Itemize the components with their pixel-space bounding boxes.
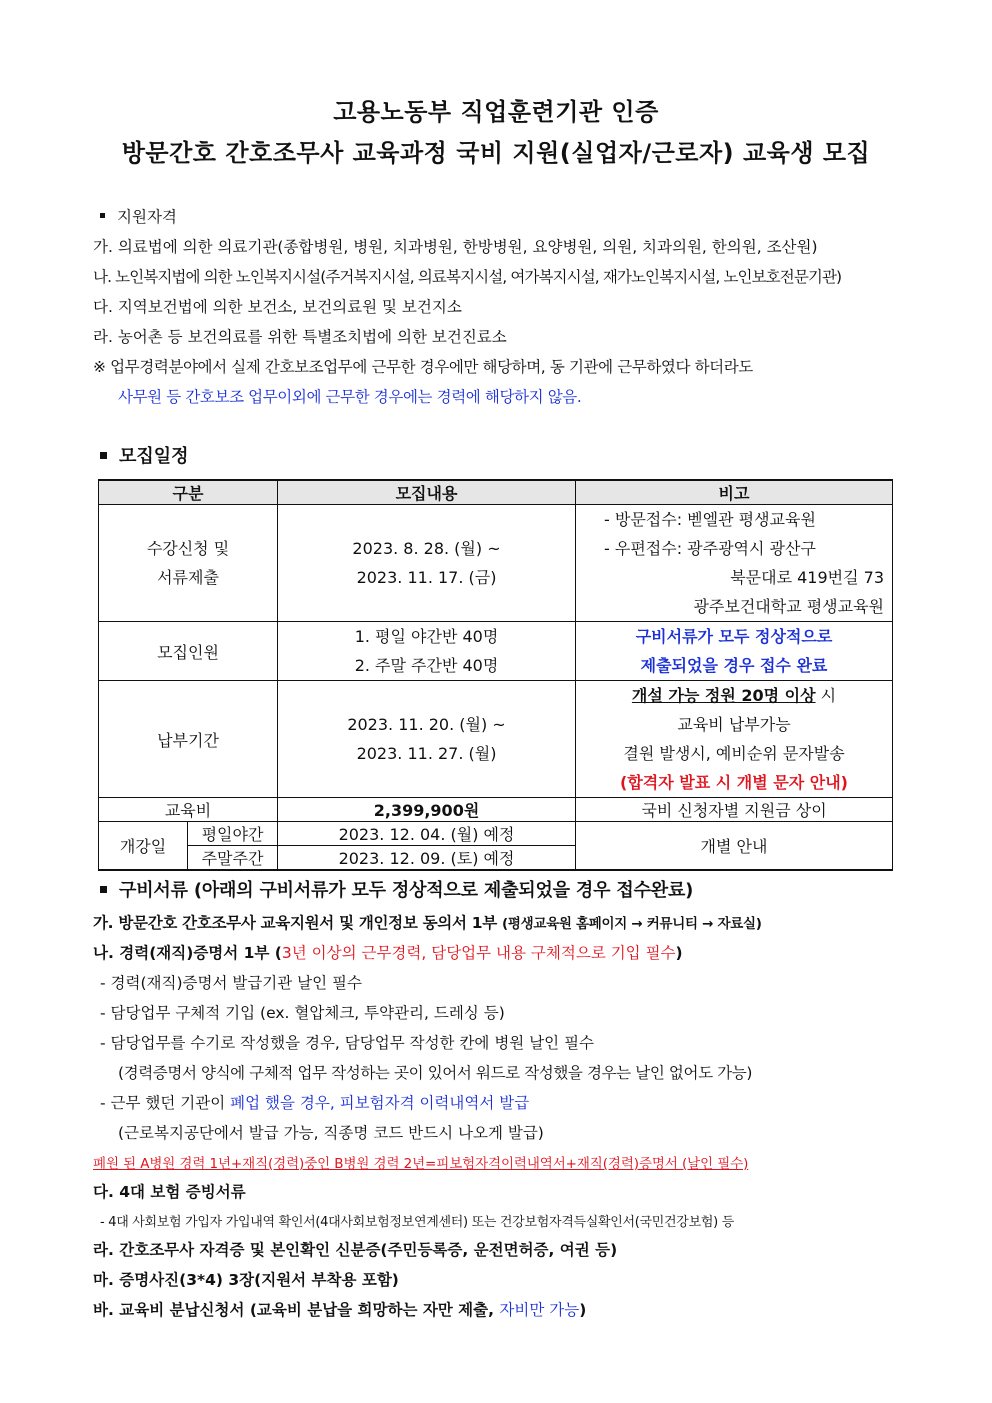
apply-dates	[278, 505, 576, 622]
eligibility-item: 가. 의료법에 의한 의료기관(종합병원, 병원, 치과병원, 한방병원, 요양병원, 의원, 치과의원, 한의원, 조산원)	[93, 238, 818, 256]
start-weekend-date: 2023. 12. 09. (토) 예정	[278, 846, 576, 871]
recruit-item: 1. 평일 야간반 40명	[354, 627, 499, 646]
col-header: 비고	[576, 480, 893, 505]
doc-red-example: 폐원 된 A병원 경력 1년+재직(경력)중인 B병원 경력 2년=피보험자격이력내역서+재직(경력)증명서 (날인 필수)	[93, 1156, 749, 1172]
start-weekday-label: 평일야간	[188, 822, 278, 846]
table-row	[99, 681, 893, 798]
eligibility-heading	[100, 205, 177, 227]
documents-heading	[100, 876, 693, 902]
eligibility-note-blue: 사무원 등 간호보조 업무이외에 근무한 경우에는 경력에 해당하지 않음.	[118, 388, 582, 406]
eligibility-item: 다. 지역보건법에 의한 보건소, 보건의료원 및 보건지소	[93, 298, 462, 316]
start-label: 개강일	[99, 822, 188, 871]
doc-item-text: 가. 방문간호 간호조무사 교육지원서 및 개인정보 동의서 1부	[93, 914, 502, 932]
recruit-label: 모집인원	[99, 622, 278, 681]
payment-note-line: 교육비 납부가능	[677, 715, 791, 734]
recruit-note-line: 구비서류가 모두 정상적으로	[635, 627, 833, 646]
apply-date: 2023. 11. 17. (금)	[356, 568, 497, 587]
payment-note-line	[576, 681, 892, 710]
apply-note-line: 북문대로 419번길 73	[730, 568, 885, 587]
payment-note-line: 결원 발생시, 예비순위 문자발송	[623, 744, 845, 763]
table-row	[99, 505, 893, 622]
doc-sub-item: - 담당업무를 수기로 작성했을 경우, 담당업무 작성한 칸에 병원 날인 필수	[100, 1034, 595, 1052]
doc-item-ga	[93, 911, 762, 933]
recruit-items	[278, 622, 576, 681]
doc-item-na	[93, 941, 683, 963]
doc-sub-text: - 근무 했던 기관이	[100, 1094, 231, 1112]
fee-label: 교육비	[99, 798, 278, 822]
start-weekend-label: 주말주간	[188, 846, 278, 871]
documents-heading-text: 구비서류 (아래의 구비서류가 모두 정상적으로 제출되었을 경우 접수완료)	[119, 880, 694, 901]
doc-sub-item	[100, 1091, 529, 1113]
bullet-icon	[100, 886, 107, 893]
doc-item-da: 다. 4대 보험 증빙서류	[93, 1183, 246, 1201]
row-label	[99, 505, 278, 622]
payment-note-line: (합격자 발표 시 개별 문자 안내)	[620, 773, 848, 792]
eligibility-note: ※ 업무경력분야에서 실제 간호보조업무에 근무한 경우에만 해당하며, 동 기관에 근무하였다 하더라도	[93, 358, 753, 376]
apply-note-line: 광주보건대학교 평생교육원	[693, 597, 885, 616]
col-header: 구분	[99, 480, 278, 505]
doc-item-text: )	[579, 1301, 587, 1319]
payment-date: 2023. 11. 20. (월) ~	[347, 715, 506, 734]
doc-item-blue: 자비만 가능	[499, 1301, 580, 1319]
apply-note-line: - 방문접수: 벧엘관 평생교육원	[604, 510, 816, 529]
recruit-note-line: 제출되었을 경우 접수 완료	[640, 656, 828, 675]
payment-threshold-suffix: 시	[815, 686, 837, 705]
fee-note: 국비 신청자별 지원금 상이	[576, 798, 893, 822]
table-row	[99, 822, 893, 846]
doc-item-text: )	[675, 944, 683, 962]
payment-dates	[278, 681, 576, 798]
doc-sub-blue: 폐업 했을 경우, 피보험자격 이력내역서 발급	[230, 1094, 530, 1112]
payment-date: 2023. 11. 27. (월)	[356, 744, 497, 763]
doc-item-red: 3년 이상의 근무경력, 담당업무 내용 구체적으로 기입 필수	[281, 944, 676, 962]
doc-sub-item: - 담당업무 구체적 기입 (ex. 혈압체크, 투약관리, 드레싱 등)	[100, 1004, 505, 1022]
doc-sub-item: - 4대 사회보험 가입자 가입내역 확인서(4대사회보험정보연계센터) 또는 건강보험자격득실확인서(국민건강보험) 등	[100, 1215, 734, 1230]
col-header: 모집내용	[278, 480, 576, 505]
doc-item-ba	[93, 1298, 586, 1320]
doc-sub-item: (경력증명서 양식에 구체적 업무 작성하는 곳이 있어서 워드로 작성했을 경우는 날인 없어도 가능)	[118, 1064, 752, 1082]
doc-item-text: 바. 교육비 분납신청서 (교육비 분납을 희망하는 자만 제출,	[93, 1301, 500, 1319]
doc-item-ma: 마. 증명사진(3*4) 3장(지원서 부착용 포함)	[93, 1271, 399, 1289]
doc-sub-item: - 경력(재직)증명서 발급기관 날인 필수	[100, 974, 362, 992]
fee-amount: 2,399,900원	[278, 798, 576, 822]
table-row	[99, 622, 893, 681]
table-row	[99, 798, 893, 822]
apply-date: 2023. 8. 28. (월) ~	[352, 539, 501, 558]
table-header-row	[99, 480, 893, 505]
schedule-table	[98, 479, 893, 871]
apply-note	[576, 505, 893, 622]
doc-sub-item: (근로복지공단에서 발급 가능, 직종명 코드 반드시 나오게 발급)	[118, 1124, 544, 1142]
apply-label: 서류제출	[157, 568, 219, 587]
schedule-heading-text: 모집일정	[119, 446, 189, 467]
payment-threshold: 개설 가능 정원 20명 이상	[631, 686, 816, 705]
recruit-item: 2. 주말 주간반 40명	[354, 656, 499, 675]
doc-item-text: 나. 경력(재직)증명서 1부 (	[93, 944, 282, 962]
doc-subtitle: 방문간호 간호조무사 교육과정 국비 지원(실업자/근로자) 교육생 모집	[121, 139, 871, 167]
schedule-heading	[100, 442, 189, 468]
start-note: 개별 안내	[576, 822, 893, 871]
start-weekday-date: 2023. 12. 04. (월) 예정	[278, 822, 576, 846]
recruit-note	[576, 622, 893, 681]
bullet-icon	[100, 213, 105, 218]
eligibility-heading-text: 지원자격	[117, 208, 177, 226]
doc-item-ra: 라. 간호조무사 자격증 및 본인확인 신분증(주민등록증, 운전면허증, 여권 등)	[93, 1241, 618, 1259]
doc-item-note: (평생교육원 홈페이지 → 커뮤니티 → 자료실)	[502, 916, 762, 932]
payment-label: 납부기간	[99, 681, 278, 798]
bullet-icon	[100, 452, 107, 459]
doc-title: 고용노동부 직업훈련기관 인증	[333, 98, 659, 126]
apply-label: 수강신청 및	[146, 539, 230, 558]
eligibility-item: 나. 노인복지법에 의한 노인복지시설(주거복지시설, 의료복지시설, 여가복지시설, 재가노인복지시설, 노인보호전문기관)	[93, 268, 842, 286]
apply-note-line: - 우편접수: 광주광역시 광산구	[604, 539, 816, 558]
eligibility-item: 라. 농어촌 등 보건의료를 위한 특별조치법에 의한 보건진료소	[93, 328, 507, 346]
payment-note	[576, 681, 893, 798]
